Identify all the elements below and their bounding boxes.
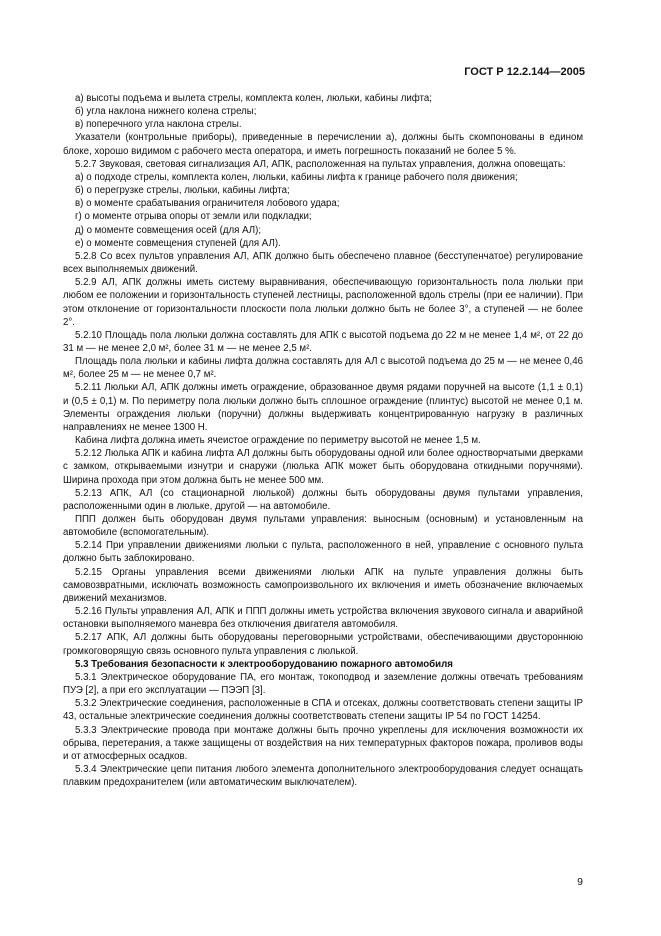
paragraph: 5.2.7 Звуковая, световая сигнализация АЛ, АПК, расположенная на пультах управления, должна оповещать:	[75, 158, 566, 170]
paragraph: б) угла наклона нижнего колена стрелы;	[75, 106, 257, 118]
paragraph: 5.2.10 Площадь пола люльки должна составлять для АПК с высотой подъема до 22 м не менее 1,4 м², от 22 до 31 м — не менее 2,0 м², более 31 м — не менее 2,5 м².	[63, 329, 583, 354]
paragraph: Кабина лифта должна иметь ячеистое ограждение по периметру высотой не менее 1,5 м.	[75, 435, 481, 447]
section-heading: 5.3 Требования безопасности к электрооборудованию пожарного автомобиля	[75, 658, 453, 670]
paragraph: в) поперечного угла наклона стрелы.	[75, 119, 242, 131]
paragraph: Указатели (контрольные приборы), приведенные в перечислении а), должны быть скомпонованы в едином блоке, хорошо видимом с рабочего места оператора, и иметь погрешность показаний не более 5 %.	[63, 132, 583, 157]
paragraph: 5.3.3 Электрические провода при монтаже должны быть прочно укреплены для исключения возможности их обрыва, перетерания, а также защищены от воздействия на них температурных факторов пожара, проливов воды и от атмосферных осадков.	[63, 724, 583, 762]
paragraph: 5.2.14 При управлении движениями люльки с пульта, расположенного в ней, управление с основного пульта должно быть заблокировано.	[63, 540, 583, 565]
paragraph: 5.3.2 Электрические соединения, расположенные в СПА и отсеках, должны соответствовать степени защиты IP 43, остальные электрические соединения должны соответствовать степени защиты IP 54 по ГОСТ 14254.	[63, 698, 583, 723]
paragraph: 5.2.11 Люльки АЛ, АПК должны иметь ограждение, образованное двумя рядами поручней на высоте (1,1 ± 0,1) и (0,5 ± 0,1) м. По периметру пола люльки должно быть сплошное ограждение (плинтус) высотой не менее 0,1 м. Элементы ограждения люльки (поручни) должны выдерживать концентрированную нагрузку в различных направлениях не менее 1300 Н.	[63, 382, 583, 433]
page-number: 9	[577, 876, 583, 888]
paragraph: 5.2.9 АЛ, АПК должны иметь систему выравнивания, обеспечивающую горизонтальность пола люльки при любом ее положении и горизонтальность ступеней лестницы, расположенной вдоль стрелы (при ее наличии). При этом отклонение от горизонтальности плоскости пола люльки должно быть не более 3°, а ступеней — не более 2°.	[63, 277, 583, 328]
document-body	[63, 92, 583, 789]
paragraph: ППП должен быть оборудован двумя пультами управления: выносным (основным) и установленным на автомобиле (вспомогательным).	[63, 514, 583, 539]
paragraph: б) о перегрузке стрелы, люльки, кабины лифта;	[75, 185, 290, 197]
paragraph: г) о моменте отрыва опоры от земли или подкладки;	[75, 211, 312, 223]
paragraph: 5.3.1 Электрическое оборудование ПА, его монтаж, токоподвод и заземление должны отвечать требованиям ПУЭ [2], а при его эксплуатации — ПЭЭП [3].	[63, 671, 583, 697]
paragraph: 5.2.8 Со всех пультов управления АЛ, АПК должно быть обеспечено плавное (бесступенчатое) регулирование всех выполняемых движений.	[63, 250, 583, 276]
paragraph: 5.2.17 АПК, АЛ должны быть оборудованы переговорными устройствами, обеспечивающими двустороннюю громкоговорящую связь основного пульта управления с люлькой.	[63, 632, 583, 657]
paragraph: 5.2.16 Пульты управления АЛ, АПК и ППП должны иметь устройства включения звукового сигнала и аварийной остановки выполняемого маневра без отключения двигателя автомобиля.	[63, 606, 583, 631]
paragraph: 5.2.13 АПК, АЛ (со стационарной люлькой) должны быть оборудованы двумя пультами управления, расположенными один в люльке, другой — на автомобиле.	[63, 487, 583, 512]
paragraph: 5.3.4 Электрические цепи питания любого элемента дополнительного электрооборудования следует оснащать плавким предохранителем (или автоматическим выключателем).	[63, 763, 583, 789]
paragraph: а) высоты подъема и вылета стрелы, комплекта колен, люльки, кабины лифта;	[75, 93, 432, 104]
paragraph: 5.2.15 Органы управления всеми движениями люльки АПК на пульте управления должны быть самовозвратными, исключать возможность самопроизвольного их включения и иметь обозначение включаемых движений механизмов.	[63, 566, 583, 604]
paragraph: 5.2.12 Люлька АПК и кабина лифта АЛ должны быть оборудованы одной или более одностворчатыми дверками с замком, открываемыми изнутри и снаружи (люлька АПК может быть оборудована откидными поручнями). Ширина прохода при этом должна быть не менее 500 мм.	[63, 448, 583, 486]
paragraph: д) о моменте совмещения осей (для АЛ);	[75, 224, 262, 236]
paragraph: Площадь пола люльки и кабины лифта должна составлять для АЛ с высотой подъема до 25 м — не менее 0,46 м², более 25 м — не менее 0,7 м².	[63, 356, 583, 381]
standard-header: ГОСТ Р 12.2.144—2005	[464, 66, 585, 78]
paragraph: а) о подходе стрелы, комплекта колен, люльки, кабины лифта к границе рабочего поля движения;	[75, 171, 518, 183]
paragraph: е) о моменте совмещения ступеней (для АЛ).	[75, 237, 281, 249]
paragraph: в) о моменте срабатывания ограничителя лобового удара;	[75, 198, 340, 210]
